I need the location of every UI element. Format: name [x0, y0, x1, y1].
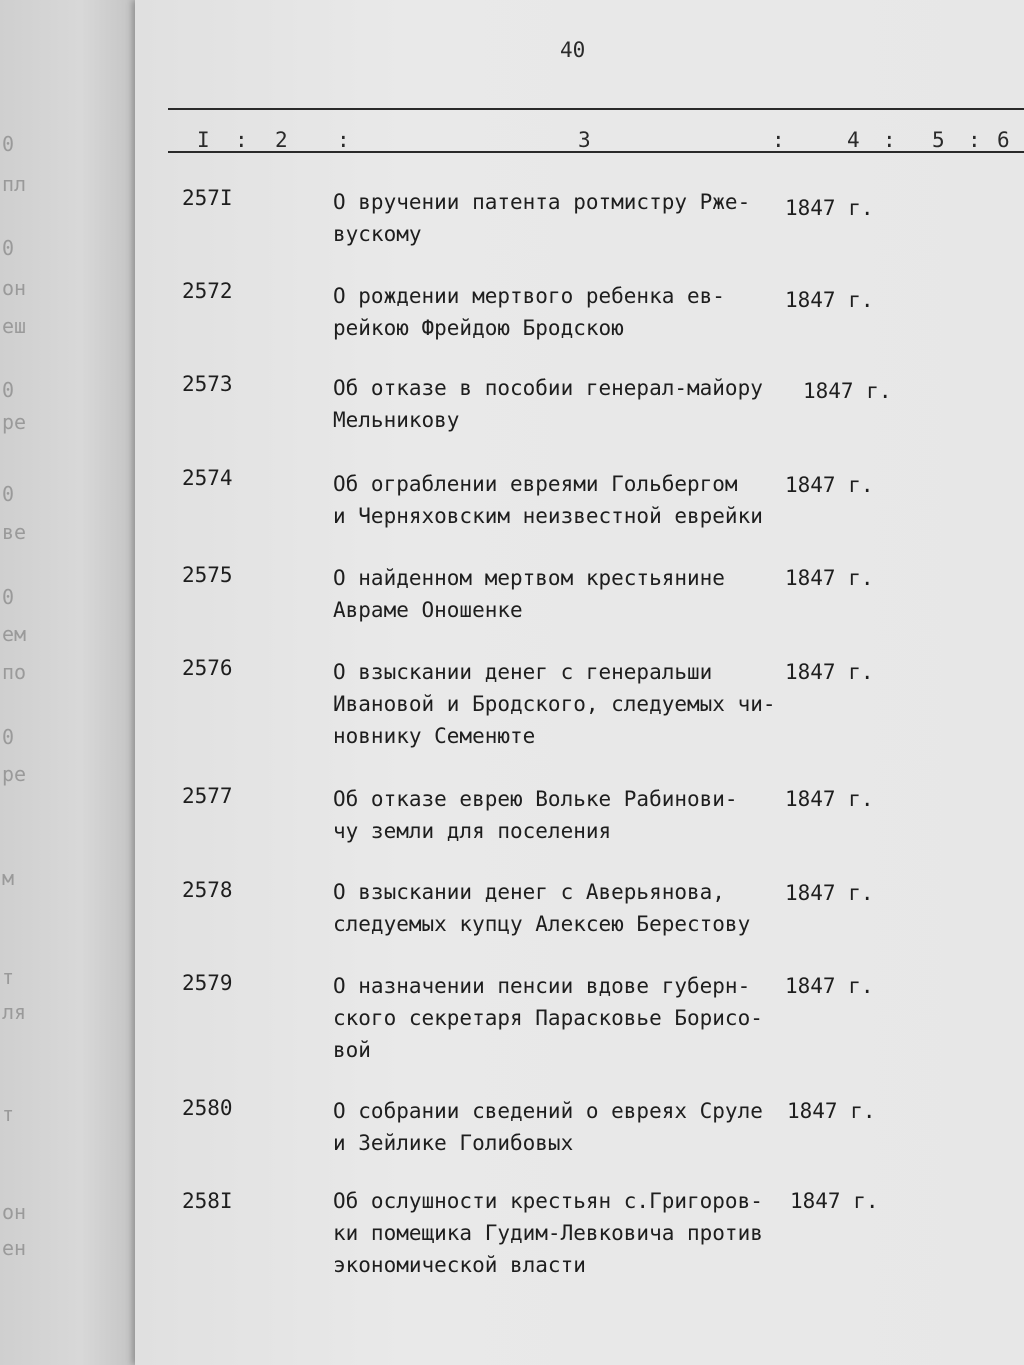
entry-title-line: вускому	[333, 222, 422, 246]
margin-fragment: 0	[2, 378, 15, 402]
margin-fragment: 0	[2, 236, 15, 260]
entry-year: 1847 г.	[785, 566, 874, 590]
column-5-label: 5	[932, 128, 945, 152]
page-number: 40	[560, 38, 586, 62]
entry-year: 1847 г.	[790, 1189, 879, 1213]
entry-title	[333, 1095, 773, 1159]
document-page	[135, 0, 1024, 1365]
column-separator: :	[337, 128, 350, 152]
margin-fragment: 0	[2, 725, 15, 749]
column-separator: :	[968, 128, 981, 152]
column-separator: :	[772, 128, 785, 152]
entry-title	[333, 656, 776, 752]
margin-fragment: ем	[2, 622, 27, 646]
entry-number: 2580	[182, 1096, 233, 1120]
margin-fragment: т	[2, 1102, 15, 1126]
entry-title-line: Ивановой и Бродского, следуемых чи-	[333, 692, 776, 716]
entry-title-line: Об отказе еврею Вольке Рабинови-	[333, 787, 738, 811]
entry-title	[333, 372, 773, 436]
entry-number: 2573	[182, 372, 233, 396]
entry-title-line: новнику Семенюте	[333, 724, 536, 748]
margin-fragment: т	[2, 965, 15, 989]
column-2-label: 2	[275, 128, 288, 152]
margin-fragment: пл	[2, 172, 27, 196]
margin-fragment: еш	[2, 314, 27, 338]
entry-title	[333, 468, 773, 532]
entry-number: 2579	[182, 971, 233, 995]
header-top-rule	[168, 108, 1024, 110]
entry-title-line: Об ограблении евреями Гольбергом	[333, 472, 738, 496]
entry-year: 1847 г.	[787, 1099, 876, 1123]
entry-number: 2577	[182, 784, 233, 808]
entry-number: 2574	[182, 466, 233, 490]
margin-fragment: по	[2, 660, 27, 684]
entry-title-line: О найденном мертвом крестьянине	[333, 566, 725, 590]
entry-title-line: О взыскании денег с генеральши	[333, 660, 713, 684]
entry-title-line: Об отказе в пособии генерал-майору	[333, 376, 763, 400]
entry-title	[333, 970, 773, 1066]
entry-title-line: рейкою Фрейдою Бродскою	[333, 316, 624, 340]
entry-year: 1847 г.	[785, 787, 874, 811]
entry-title-line: О рождении мертвого ребенка ев-	[333, 284, 725, 308]
column-separator: :	[235, 128, 248, 152]
entry-title-line: чу земли для поселения	[333, 819, 612, 843]
entry-title-line: Мельникову	[333, 408, 460, 432]
margin-fragment: м	[2, 866, 15, 890]
margin-fragment: ре	[2, 762, 27, 786]
entry-title	[333, 876, 773, 940]
entry-title-line: О взыскании денег с Аверьянова,	[333, 880, 725, 904]
entry-title	[333, 783, 773, 847]
margin-fragment: 0	[2, 585, 15, 609]
header-bottom-rule	[168, 151, 1024, 153]
entry-title-line: вой	[333, 1038, 371, 1062]
margin-fragment: ре	[2, 410, 27, 434]
column-4-label: 4	[847, 128, 860, 152]
entry-title-line: О собрании сведений о евреях Сруле	[333, 1099, 763, 1123]
entry-year: 1847 г.	[785, 660, 874, 684]
entry-title-line: О вручении патента ротмистру Рже-	[333, 190, 751, 214]
entry-number: 258I	[182, 1189, 233, 1213]
entry-year: 1847 г.	[785, 196, 874, 220]
entry-year: 1847 г.	[803, 379, 892, 403]
column-1-label: I	[197, 128, 210, 152]
margin-fragment: он	[2, 276, 27, 300]
entry-title-line: экономической власти	[333, 1253, 586, 1277]
entry-title-line: ки помещика Гудим-Левковича против	[333, 1221, 763, 1245]
entry-title-line: и Зейлике Голибовых	[333, 1131, 574, 1155]
entry-year: 1847 г.	[785, 974, 874, 998]
entry-year: 1847 г.	[785, 473, 874, 497]
entry-title-line: О назначении пенсии вдове губерн-	[333, 974, 751, 998]
entry-title	[333, 562, 773, 626]
margin-fragment: ве	[2, 520, 27, 544]
previous-page-edge	[0, 0, 135, 1365]
margin-fragment: ля	[2, 1000, 27, 1024]
column-3-label: 3	[578, 128, 591, 152]
margin-fragment: 0	[2, 482, 15, 506]
entry-number: 2576	[182, 656, 233, 680]
entry-title	[333, 280, 773, 344]
entry-number: 2572	[182, 279, 233, 303]
column-separator: :	[883, 128, 896, 152]
entry-title	[333, 1185, 773, 1281]
entry-number: 2575	[182, 563, 233, 587]
entry-title-line: следуемых купцу Алексею Берестову	[333, 912, 751, 936]
entry-number: 2578	[182, 878, 233, 902]
entry-title	[333, 186, 773, 250]
entry-title-line: Об ослушности крестьян с.Григоров-	[333, 1189, 763, 1213]
entry-title-line: Авраме Оношенке	[333, 598, 523, 622]
entry-number: 257I	[182, 186, 233, 210]
entry-title-line: и Черняховским неизвестной еврейки	[333, 504, 763, 528]
margin-fragment: он	[2, 1200, 27, 1224]
column-6-label: 6	[997, 128, 1010, 152]
margin-fragment: 0	[2, 132, 15, 156]
margin-fragment: ен	[2, 1236, 27, 1260]
entry-year: 1847 г.	[785, 881, 874, 905]
entry-year: 1847 г.	[785, 288, 874, 312]
entry-title-line: ского секретаря Парасковье Борисо-	[333, 1006, 763, 1030]
